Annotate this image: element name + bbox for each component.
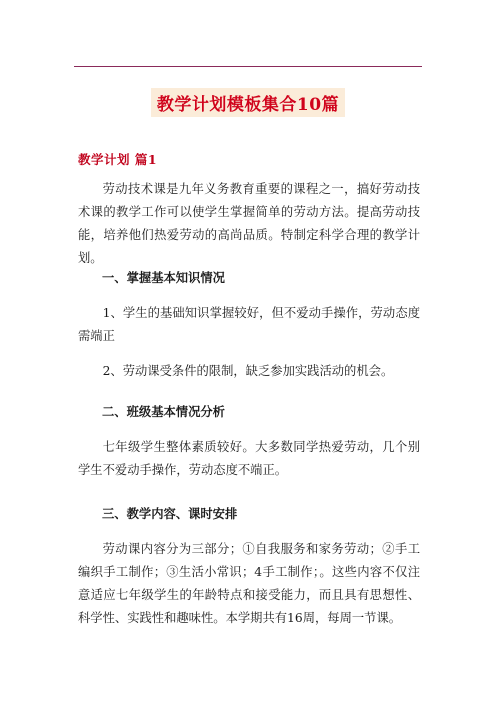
heading-class-analysis: 二、班级基本情况分析 [102,404,225,419]
list-item-1: 1、学生的基础知识掌握较好，但不爱动手操作，劳动态度需端正 [78,306,420,343]
intro-paragraph: 劳动技术课是九年义务教育重要的课程之一，搞好劳动技术课的教学工作可以使学生掌握简单的劳动方法。提高劳动技能，培养他们热爱劳动的高尚品质。特制定科学合理的教学计划。 [78,182,420,265]
header-rule [74,66,422,67]
document-title: 教学计划模板集合10篇 [151,88,345,117]
heading-basic-knowledge: 一、掌握基本知识情况 [102,270,225,285]
title-container [0,88,496,117]
heading-content-schedule: 三、教学内容、课时安排 [102,506,238,521]
class-analysis-paragraph: 七年级学生整体素质较好。大多数同学热爱劳动，几个别学生不爱动手操作，劳动态度不端正。 [78,440,420,477]
list-item-2: 2、劳动课受条件的限制，缺乏参加实践活动的机会。 [102,364,394,378]
content-schedule-paragraph: 劳动课内容分为三部分；①自我服务和家务劳动；②手工编织手工制作；③生活小常识；4手工制作；。这些内容不仅注意适应七年级学生的年龄特点和接受能力，而且具有思想性、科学性、实践性和趣味性。本学期共有16周，每周一节课。 [78,542,420,625]
section-title: 教学计划 篇1 [78,152,158,167]
